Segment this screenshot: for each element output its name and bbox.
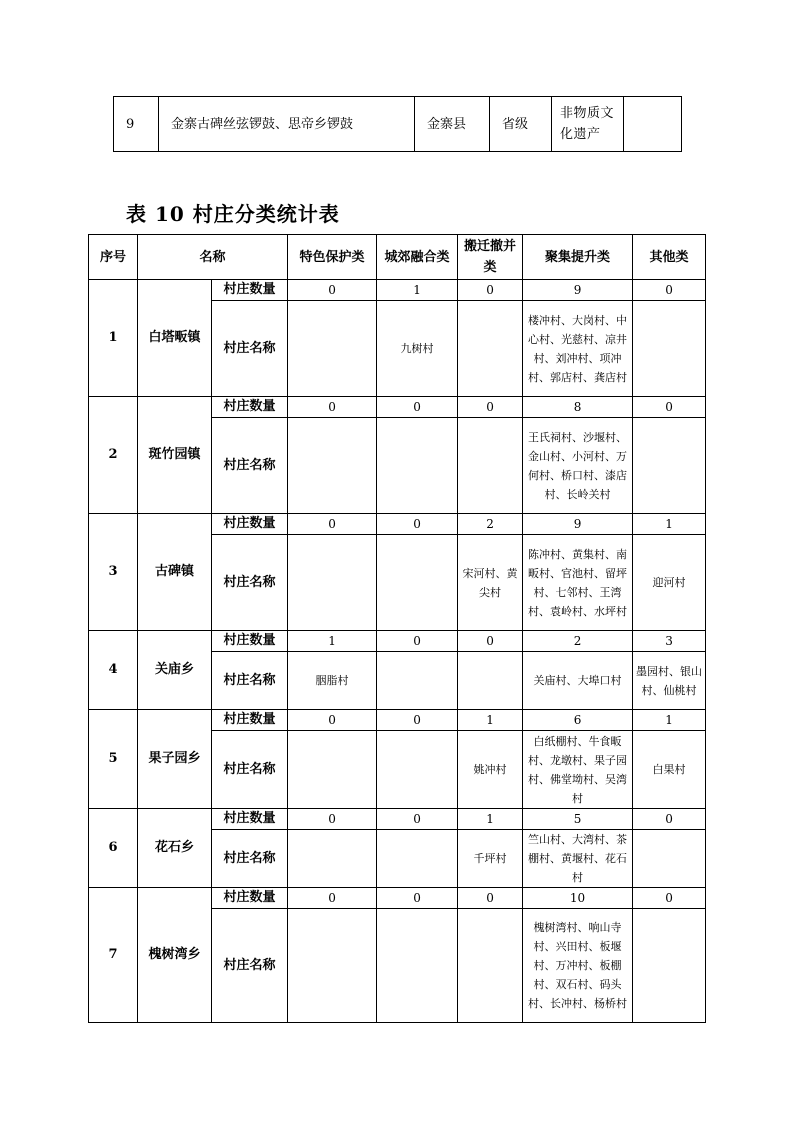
count-label: 村庄数量 — [212, 631, 288, 652]
town-name: 关庙乡 — [138, 631, 212, 710]
village-names: 千坪村 — [458, 830, 523, 888]
town-count-row — [89, 514, 706, 535]
heritage-name: 金寨古碑丝弦锣鼓、思帝乡锣鼓 — [159, 97, 415, 152]
village-count: 0 — [377, 514, 458, 535]
count-label: 村庄数量 — [212, 888, 288, 909]
village-names — [633, 909, 706, 1023]
county: 金寨县 — [415, 97, 490, 152]
town-number: 2 — [89, 397, 138, 514]
village-names: 白果村 — [633, 731, 706, 809]
village-count: 0 — [288, 809, 377, 830]
village-names: 关庙村、大埠口村 — [523, 652, 633, 710]
village-count: 5 — [523, 809, 633, 830]
village-count: 2 — [458, 514, 523, 535]
header-cat4: 聚集提升类 — [523, 235, 633, 280]
note — [624, 97, 682, 152]
village-names — [377, 652, 458, 710]
village-count: 0 — [633, 888, 706, 909]
village-names: 楼冲村、大岗村、中心村、光慈村、凉井村、刘冲村、项冲村、郭店村、龚店村 — [523, 301, 633, 397]
names-label: 村庄名称 — [212, 652, 288, 710]
village-names — [458, 652, 523, 710]
town-name: 花石乡 — [138, 809, 212, 888]
village-names — [458, 301, 523, 397]
village-names: 王氏祠村、沙堰村、金山村、小河村、万何村、桥口村、漆店村、长岭关村 — [523, 418, 633, 514]
village-names — [633, 830, 706, 888]
village-names — [377, 909, 458, 1023]
village-names — [458, 909, 523, 1023]
town-number: 3 — [89, 514, 138, 631]
names-label: 村庄名称 — [212, 731, 288, 809]
count-label: 村庄数量 — [212, 514, 288, 535]
heritage-table-continuation — [113, 96, 682, 152]
village-count: 3 — [633, 631, 706, 652]
village-count: 1 — [458, 710, 523, 731]
village-names: 陈冲村、黄集村、南畈村、官池村、留坪村、七邻村、王湾村、袁岭村、水坪村 — [523, 535, 633, 631]
town-count-row — [89, 631, 706, 652]
town-name: 古碑镇 — [138, 514, 212, 631]
village-names: 宋河村、黄尖村 — [458, 535, 523, 631]
town-number: 7 — [89, 888, 138, 1023]
row-number: 9 — [114, 97, 159, 152]
town-count-row — [89, 888, 706, 909]
village-count: 1 — [458, 809, 523, 830]
town-name: 槐树湾乡 — [138, 888, 212, 1023]
table-row — [114, 97, 682, 152]
village-count: 0 — [377, 397, 458, 418]
count-label: 村庄数量 — [212, 397, 288, 418]
header-cat2: 城郊融合类 — [377, 235, 458, 280]
village-count: 9 — [523, 514, 633, 535]
header-cat1: 特色保护类 — [288, 235, 377, 280]
village-count: 8 — [523, 397, 633, 418]
village-count: 1 — [377, 280, 458, 301]
village-count: 6 — [523, 710, 633, 731]
village-count: 0 — [288, 280, 377, 301]
town-number: 1 — [89, 280, 138, 397]
village-count: 1 — [633, 514, 706, 535]
village-names — [288, 731, 377, 809]
village-count: 0 — [458, 888, 523, 909]
town-name: 白塔畈镇 — [138, 280, 212, 397]
village-names — [633, 418, 706, 514]
village-count: 0 — [633, 280, 706, 301]
village-count: 0 — [288, 514, 377, 535]
village-names: 胭脂村 — [288, 652, 377, 710]
village-names — [377, 731, 458, 809]
village-count: 0 — [377, 710, 458, 731]
village-count: 0 — [377, 809, 458, 830]
village-names: 墨园村、银山村、仙桃村 — [633, 652, 706, 710]
town-number: 5 — [89, 710, 138, 809]
town-name: 斑竹园镇 — [138, 397, 212, 514]
village-names: 白纸棚村、牛食畈村、龙墩村、果子园村、佛堂坳村、吴湾村 — [523, 731, 633, 809]
village-count: 2 — [523, 631, 633, 652]
village-names — [288, 830, 377, 888]
village-names: 竺山村、大湾村、茶棚村、黄堰村、花石村 — [523, 830, 633, 888]
names-label: 村庄名称 — [212, 418, 288, 514]
names-label: 村庄名称 — [212, 301, 288, 397]
village-count: 1 — [288, 631, 377, 652]
village-names — [377, 535, 458, 631]
village-names: 迎河村 — [633, 535, 706, 631]
header-cat3: 搬迁撤并类 — [458, 235, 523, 280]
count-label: 村庄数量 — [212, 809, 288, 830]
village-names — [377, 830, 458, 888]
header-name: 名称 — [138, 235, 288, 280]
names-label: 村庄名称 — [212, 909, 288, 1023]
village-count: 0 — [288, 710, 377, 731]
count-label: 村庄数量 — [212, 710, 288, 731]
village-names: 九树村 — [377, 301, 458, 397]
village-count: 10 — [523, 888, 633, 909]
town-name: 果子园乡 — [138, 710, 212, 809]
names-label: 村庄名称 — [212, 535, 288, 631]
village-count: 0 — [288, 888, 377, 909]
village-count: 0 — [458, 631, 523, 652]
names-label: 村庄名称 — [212, 830, 288, 888]
level: 省级 — [490, 97, 552, 152]
village-count: 0 — [633, 397, 706, 418]
town-count-row — [89, 397, 706, 418]
village-count: 0 — [377, 631, 458, 652]
village-count: 9 — [523, 280, 633, 301]
town-count-row — [89, 710, 706, 731]
village-names — [288, 909, 377, 1023]
village-count: 0 — [377, 888, 458, 909]
town-number: 4 — [89, 631, 138, 710]
village-count: 0 — [633, 809, 706, 830]
village-names — [288, 301, 377, 397]
village-count: 1 — [633, 710, 706, 731]
header-no: 序号 — [89, 235, 138, 280]
village-names: 槐树湾村、响山寺村、兴田村、板堰村、万冲村、板棚村、双石村、码头村、长冲村、杨桥村 — [523, 909, 633, 1023]
village-names — [458, 418, 523, 514]
header-row — [89, 235, 706, 280]
count-label: 村庄数量 — [212, 280, 288, 301]
village-names: 姚冲村 — [458, 731, 523, 809]
village-names — [288, 418, 377, 514]
village-names — [633, 301, 706, 397]
table-title: 表 10 村庄分类统计表 — [126, 202, 340, 226]
town-count-row — [89, 280, 706, 301]
town-number: 6 — [89, 809, 138, 888]
category: 非物质文化遗产 — [552, 97, 624, 152]
header-cat5: 其他类 — [633, 235, 706, 280]
village-classification-table — [88, 234, 706, 1023]
village-count: 0 — [458, 397, 523, 418]
village-count: 0 — [288, 397, 377, 418]
village-names — [288, 535, 377, 631]
village-names — [377, 418, 458, 514]
town-count-row — [89, 809, 706, 830]
village-count: 0 — [458, 280, 523, 301]
